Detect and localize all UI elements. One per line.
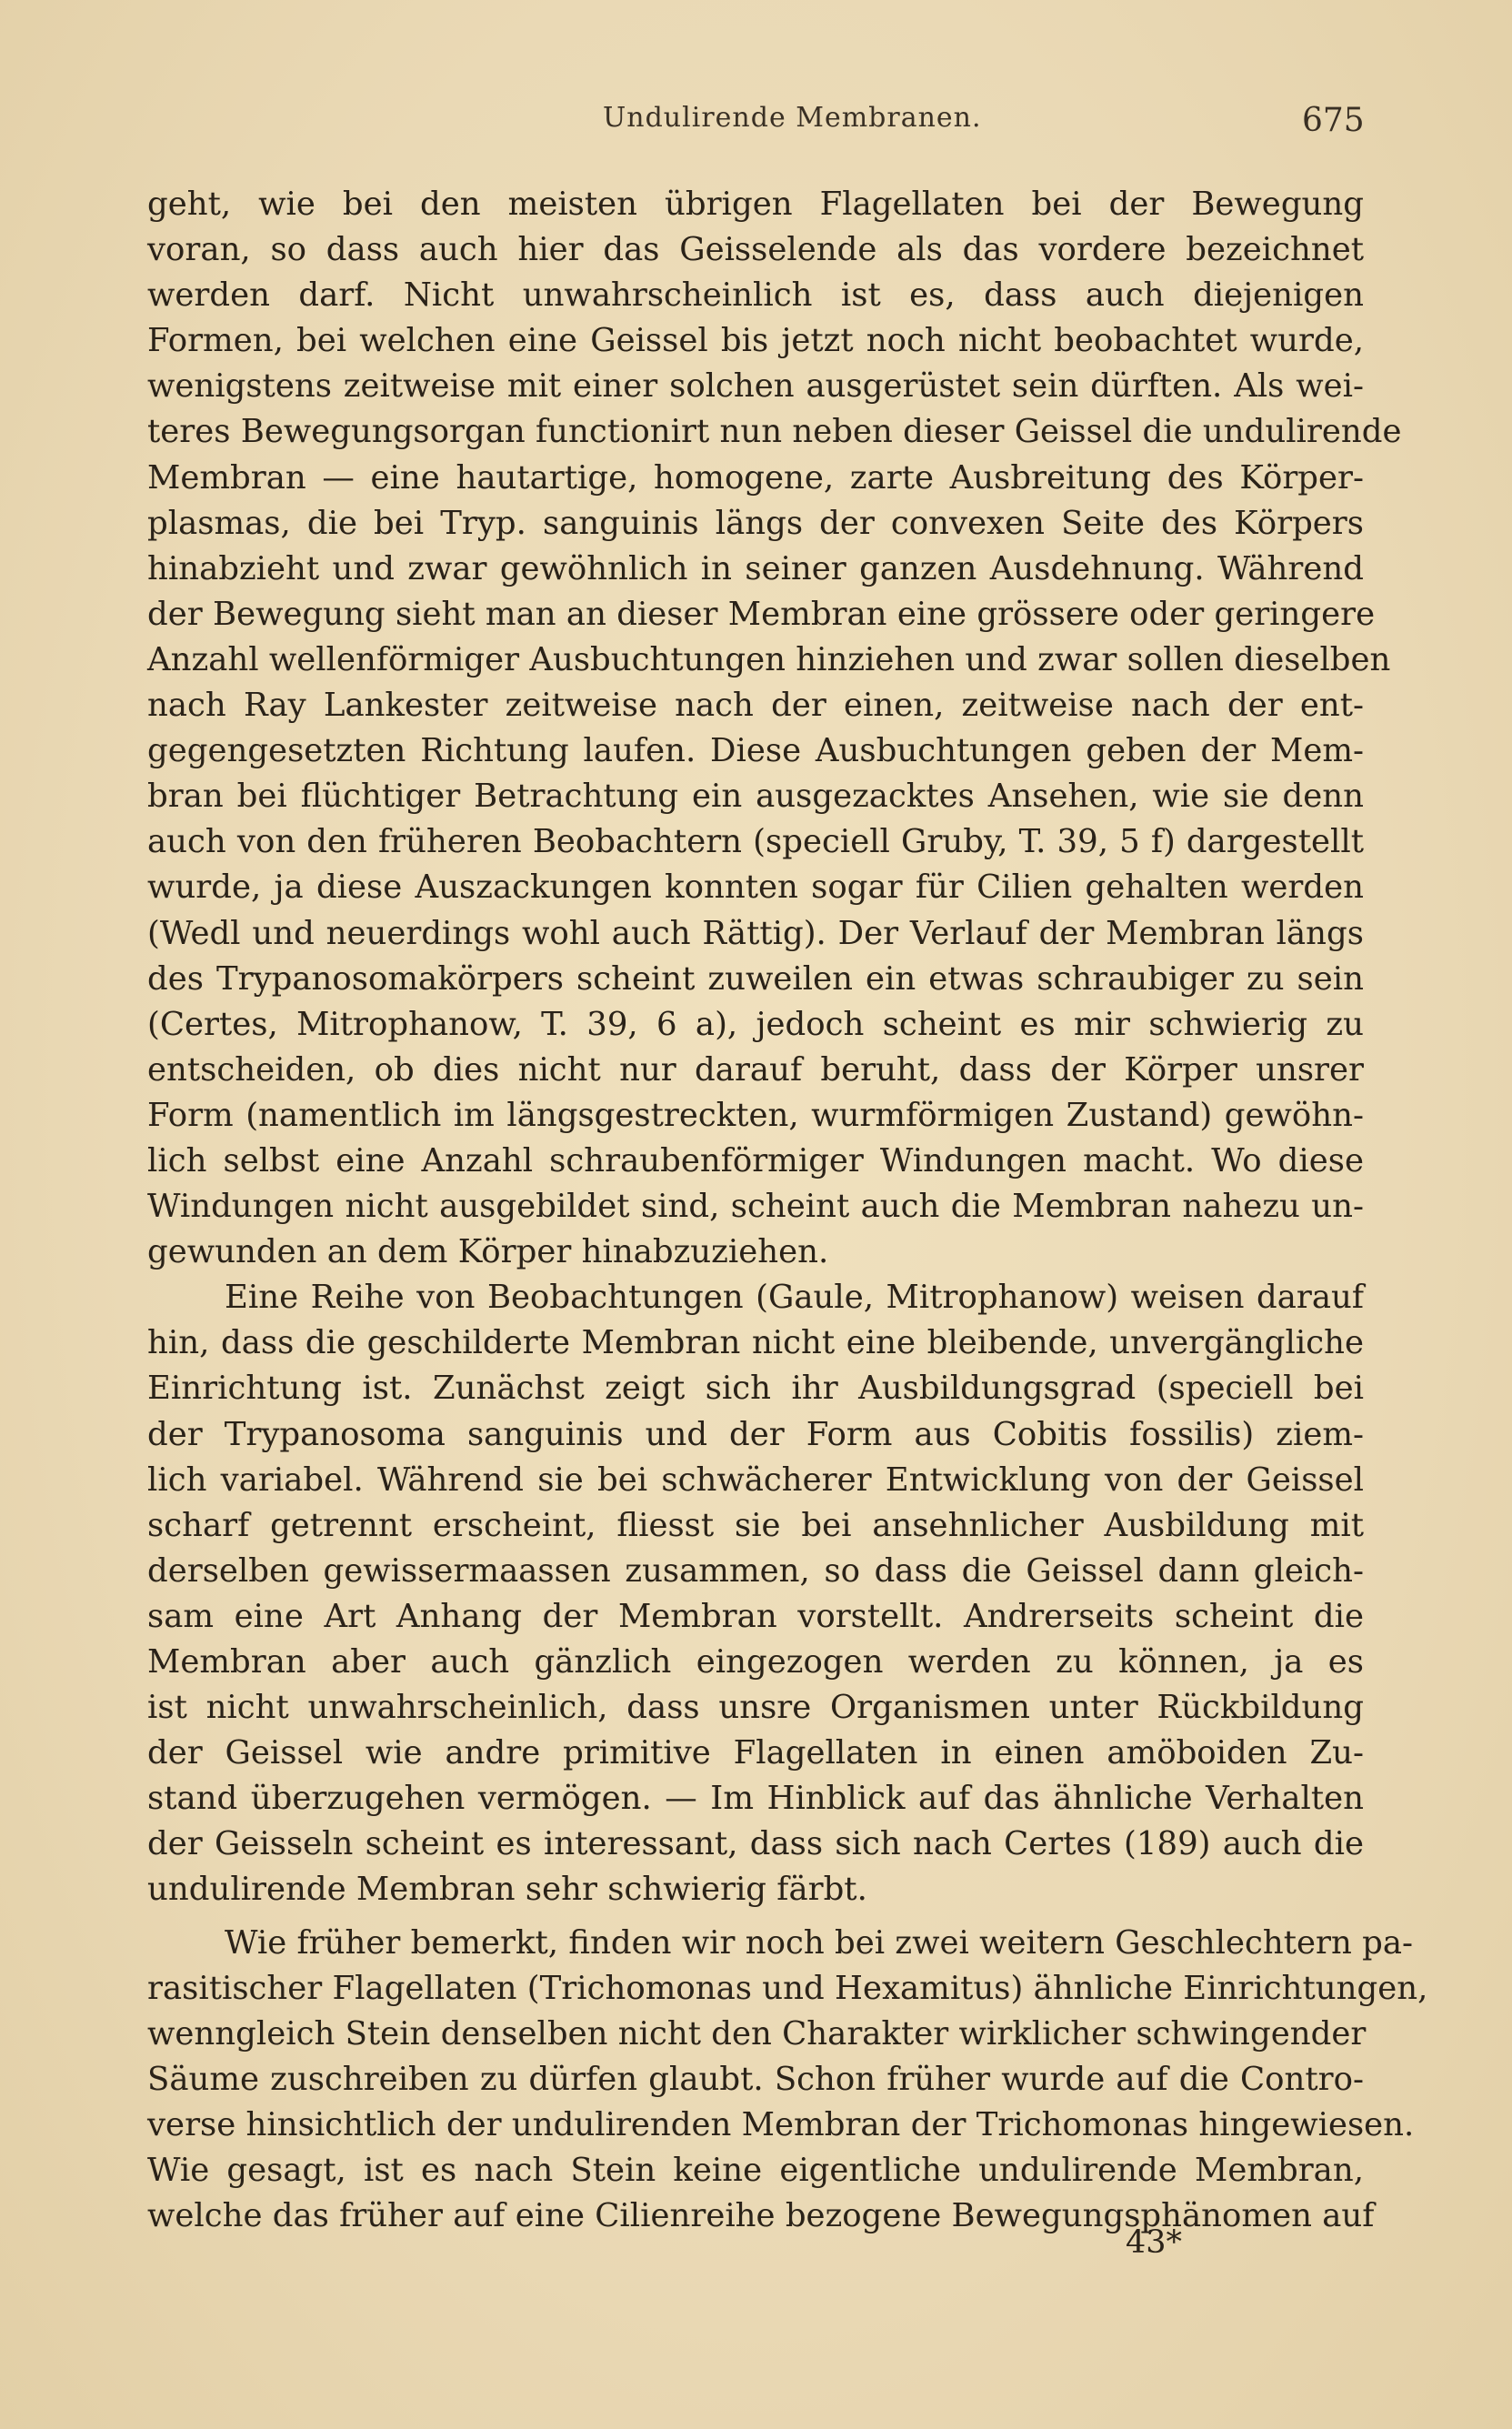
signature-mark: 43* (1126, 2224, 1183, 2261)
running-title: Undulirende Membranen. (603, 102, 982, 134)
text-line: nach Ray Lankester zeitweise nach der einen, zeitweise nach der ent- (147, 687, 1364, 725)
text-line: derselben gewissermaassen zusammen, so dass die Geissel dann gleich- (147, 1551, 1364, 1590)
text-line: stand überzugehen vermögen. — Im Hinblick auf das ähnliche Verhalten (147, 1780, 1364, 1818)
text-line: Wie gesagt, ist es nach Stein keine eigentliche undulirende Membran, (147, 2152, 1364, 2190)
text-line: des Trypanosomakörpers scheint zuweilen ein etwas schraubiger zu sein (147, 959, 1364, 998)
text-line: hin, dass die geschilderte Membran nicht eine bleibende, unvergängliche (147, 1324, 1364, 1362)
text-line: gewunden an dem Körper hinabzuziehen. (147, 1233, 829, 1271)
text-line: Anzahl wellenförmiger Ausbuchtungen hinziehen und zwar sollen dieselben (147, 640, 1391, 678)
text-line: entscheiden, ob dies nicht nur darauf beruht, dass der Körper unsrer (147, 1050, 1364, 1089)
paragraph-3 (147, 1921, 1428, 2240)
text-line: Einrichtung ist. Zunächst zeigt sich ihr Ausbildungsgrad (speciell bei (147, 1370, 1364, 1408)
text-line: rasitischer Flagellaten (Trichomonas und Hexamitus) ähnliche Einrichtungen, (147, 1969, 1428, 2007)
text-line: lich variabel. Während sie bei schwächerer Entwicklung von der Geissel (147, 1460, 1364, 1499)
text-line: sam eine Art Anhang der Membran vorstellt. Andrerseits scheint die (147, 1597, 1364, 1635)
text-line: verse hinsichtlich der undulirenden Membran der Trichomonas hingewiesen. (147, 2105, 1415, 2143)
text-line: ist nicht unwahrscheinlich, dass unsre Organismen unter Rückbildung (147, 1689, 1364, 1727)
text-line: geht, wie bei den meisten übrigen Flagellaten bei der Bewegung (147, 186, 1364, 223)
text-line: werden darf. Nicht unwahrscheinlich ist es, dass auch diejenigen (147, 276, 1364, 315)
text-line: Windungen nicht ausgebildet sind, scheint auch die Membran nahezu un- (147, 1188, 1364, 1226)
text-line: Membran — eine hautartige, homogene, zarte Ausbreitung des Körper- (147, 458, 1364, 497)
text-line: wenigstens zeitweise mit einer solchen ausgerüstet sein dürften. Als wei- (147, 367, 1364, 406)
text-line: Membran aber auch gänzlich eingezogen werden zu können, ja es (147, 1643, 1364, 1681)
text-line: wurde, ja diese Auszackungen konnten sogar für Cilien gehalten werden (147, 868, 1364, 907)
text-line: Formen, bei welchen eine Geissel bis jetzt noch nicht beobachtet wurde, (147, 322, 1364, 360)
text-line: auch von den früheren Beobachtern (speciell Gruby, T. 39, 5 f) dargestellt (147, 823, 1364, 861)
text-line: voran, so dass auch hier das Geisselende als das vordere bezeichnet (147, 231, 1364, 269)
text-line: der Trypanosoma sanguinis und der Form aus Cobitis fossilis) ziem- (147, 1415, 1364, 1453)
text-line: welche das früher auf eine Cilienreihe bezogene Bewegungsphänomen auf (147, 2197, 1375, 2235)
text-line: undulirende Membran sehr schwierig färbt. (147, 1871, 867, 1909)
text-line: Säume zuschreiben zu dürfen glaubt. Schon früher wurde auf die Contro- (147, 2060, 1364, 2098)
paragraph-gap (147, 1913, 1364, 1921)
text-line: plasmas, die bei Tryp. sanguinis längs der convexen Seite des Körpers (147, 504, 1364, 542)
text-line: wenngleich Stein denselben nicht den Charakter wirklicher schwingender (147, 2014, 1367, 2053)
text-line: Eine Reihe von Beobachtungen (Gaule, Mitrophanow) weisen darauf (225, 1279, 1364, 1317)
text-line: hinabzieht und zwar gewöhnlich in seiner ganzen Ausdehnung. Während (147, 549, 1364, 587)
page-number: 675 (1302, 102, 1365, 139)
paragraph-1 (147, 182, 1402, 1275)
text-line: Wie früher bemerkt, finden wir noch bei zwei weitern Geschlechtern pa- (225, 1923, 1413, 1962)
body-text (147, 182, 1428, 2239)
text-line: der Bewegung sieht man an dieser Membran eine grössere oder geringere (147, 595, 1376, 633)
paragraph-2 (147, 1275, 1364, 1912)
text-line: (Certes, Mitrophanow, T. 39, 6 a), jedoch scheint es mir schwierig zu (147, 1005, 1364, 1043)
text-line: teres Bewegungsorgan functionirt nun neben dieser Geissel die undulirende (147, 413, 1402, 451)
text-line: gegengesetzten Richtung laufen. Diese Ausbuchtungen geben der Mem- (147, 732, 1364, 770)
text-line: der Geissel wie andre primitive Flagellaten in einen amöboiden Zu- (147, 1734, 1364, 1772)
text-line: der Geisseln scheint es interessant, dass sich nach Certes (189) auch die (147, 1825, 1364, 1863)
text-line: (Wedl und neuerdings wohl auch Rättig). Der Verlauf der Membran längs (147, 914, 1364, 952)
text-line: scharf getrennt erscheint, fliesst sie bei ansehnlicher Ausbildung mit (147, 1506, 1364, 1544)
text-line: bran bei flüchtiger Betrachtung ein ausgezacktes Ansehen, wie sie denn (147, 778, 1364, 816)
text-line: lich selbst eine Anzahl schraubenförmiger Windungen macht. Wo diese (147, 1141, 1364, 1179)
text-line: Form (namentlich im längsgestreckten, wurmförmigen Zustand) gewöhn- (147, 1096, 1364, 1134)
